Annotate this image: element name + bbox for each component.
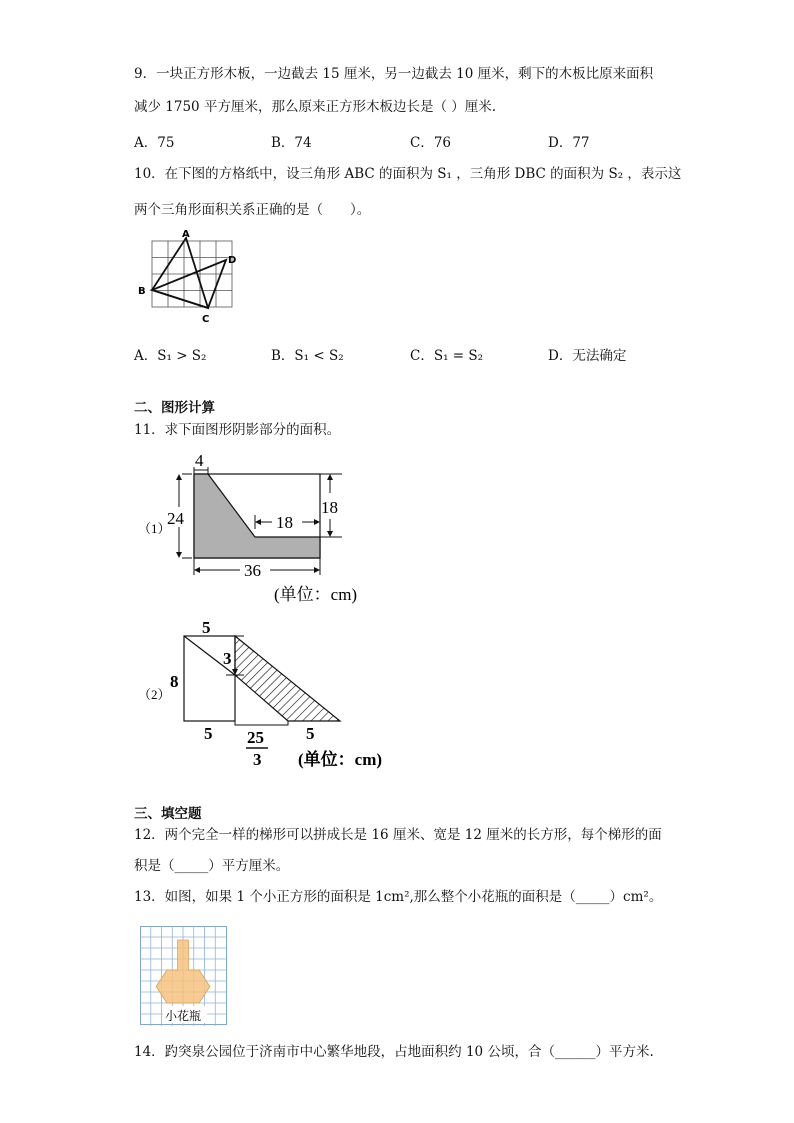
q10-label-a: A (182, 229, 190, 240)
q13-vase-figure (140, 926, 228, 1026)
fig1-tag: （1） (138, 521, 171, 536)
q12-line2: 积是（_____）平方厘米。 (134, 858, 290, 874)
fig2-tag: （2） (138, 687, 171, 702)
q13-text: 13．如图，如果 1 个小正方形的面积是 1cm²,那么整个小花瓶的面积是（_____）cm²。 (134, 889, 663, 905)
q9-line2: 减少 1750 平方厘米，那么原来正方形木板边长是（ ）厘米. (134, 99, 497, 115)
vase-label: 小花瓶 (165, 1009, 202, 1023)
q10-triangles (152, 238, 226, 308)
q9-option-c: C．76 (410, 135, 452, 151)
section2-title: 二、图形计算 (134, 400, 215, 416)
fig2-top-label: 5 (202, 618, 211, 637)
q10-option-d: D．无法确定 (548, 348, 627, 364)
fig1-unit: (单位：cm) (274, 585, 358, 604)
q10-option-c: C．S₁ = S₂ (410, 348, 484, 364)
q9-line1: 9．一块正方形木板，一边截去 15 厘米，另一边截去 10 厘米，剩下的木板比原来面积 (134, 66, 654, 82)
fig2-bottom-left-label: 5 (204, 724, 213, 743)
fig2-frac-numerator: 25 (247, 728, 264, 747)
q10-option-b: B．S₁ < S₂ (271, 348, 344, 364)
q10-line1: 10．在下图的方格纸中，设三角形 ABC 的面积为 S₁ ，三角形 DBC 的面积为 S₂ ，表示这 (134, 166, 682, 182)
fig2-left-label: 8 (170, 672, 179, 691)
q12-line1: 12．两个完全一样的梯形可以拼成长是 16 厘米、宽是 12 厘米的长方形，每个梯形的面 (134, 827, 662, 843)
q10-grid-figure (135, 226, 245, 326)
fig2-frac-denominator: 3 (253, 750, 262, 769)
q10-label-c: C (202, 314, 210, 325)
q11-text: 11．求下面图形阴影部分的面积。 (134, 422, 341, 438)
q10-label-b: B (138, 286, 146, 297)
fig2-unit: (单位：cm) (298, 750, 383, 769)
q9-option-a: A．75 (134, 135, 175, 151)
fig2-bottom-right-label: 5 (306, 724, 315, 743)
fig1-right-label: 18 (321, 498, 338, 517)
fig1-shaded-region (194, 474, 320, 558)
fig1-left-label: 24 (167, 509, 184, 528)
q10-line2: 两个三角形面积关系正确的是（ ）。 (134, 202, 371, 218)
fig2-hatched-region (235, 636, 340, 721)
q10-label-d: D (228, 255, 237, 266)
fig1-inner-label: 18 (276, 513, 293, 532)
q14-text: 14．趵突泉公园位于济南市中心繁华地段，占地面积约 10 公顷，合（______）平方米. (134, 1044, 654, 1060)
q9-option-b: B．74 (271, 135, 312, 151)
section3-title: 三、填空题 (134, 806, 202, 822)
q10-option-a: A．S₁ > S₂ (134, 348, 207, 364)
fig1-top-label: 4 (195, 451, 204, 470)
q9-option-d: D．77 (548, 135, 590, 151)
q11-figure-1 (130, 447, 390, 607)
q11-figure-2 (130, 613, 410, 773)
fig2-inner-v-label: 3 (223, 649, 232, 668)
fig1-bottom-label: 36 (244, 561, 261, 580)
